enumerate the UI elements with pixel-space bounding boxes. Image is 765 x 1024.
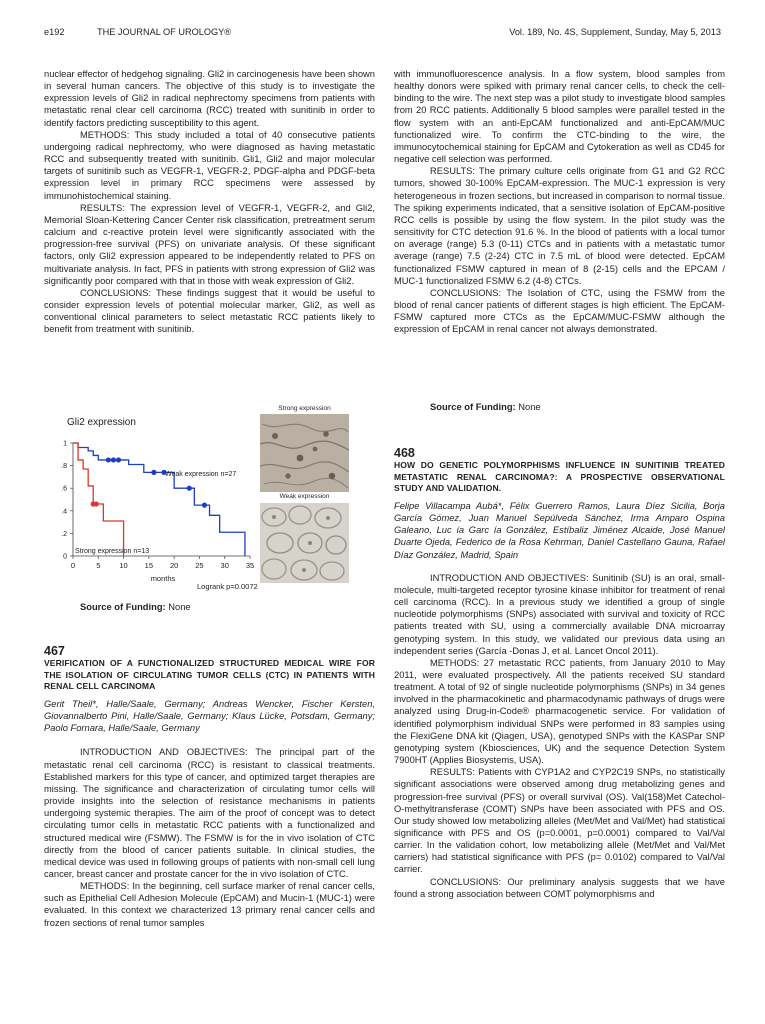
strong-expression-label: Strong expression (278, 405, 331, 412)
y-tick-label: .4 (61, 508, 67, 516)
left-funding (80, 602, 191, 612)
abstract-authors: Gerit Theil*, Halle/Saale, Germany; Andreas Wencker, Fischer Kersten, Giovannalberto Pini, Halle/Saale, Germany; Klaus Lücke, Potsdam, Germany; Paolo Fornara, Halle/Saale, Germany (44, 698, 375, 734)
journal-name: THE JOURNAL OF UROLOGY® (97, 27, 232, 37)
paragraph-continuation: with immunofluorescence analysis. In a flow system, blood samples from healthy donors were spiked with primary renal cancer cells, to check the cell-binding to the wire. The next step was a pilot study to investigate blood samples from 20 RCC patients. Additionally 5 blood samples were parallel tested in the flow system with an anti-EpCAM functionalized and anti-EpCAM/MUC functionalized wire. To confirm the CTC-binding to the wire, the immunocytochemical staining for EpCAM and Cytokeration as well as CD45 for negative cell selection was performed. (394, 69, 725, 165)
weak-censor-mark (106, 457, 111, 462)
x-tick-label: 25 (195, 561, 204, 570)
x-tick-label: 10 (119, 561, 128, 570)
weak-expression-annotation: Weak expression n=27 (165, 471, 237, 478)
paragraph-methods: METHODS: This study included a total of 40 consecutive patients undergoing radical nephrectomy, who were diagnosed as having metastatic RCC and subsequently treated with sunitinib. Gli1, Gli2 and major molecular targets of sunitinib such as VEGFR-1, VEGFR-2, PDGF-alpha and PDGF-beta expression level in primary RCC specimens were assessed by immunohistochemical staining. (44, 129, 375, 201)
abstract-467 (44, 645, 375, 929)
strong-censor-mark (94, 501, 99, 506)
x-tick-label: 15 (144, 561, 154, 570)
paragraph-conclusions: CONCLUSIONS: These findings suggest that it would be useful to consider expression levels of potential molecular marker, Gli2, as well as conventional clinical parameters to select metastatic RCC patients likely to benefit from treatment with sunitinib. (44, 287, 375, 335)
y-tick-label: .2 (61, 530, 67, 538)
km-chart (59, 405, 259, 597)
paragraph-intro: INTRODUCTION AND OBJECTIVES: The principal part of the metastatic renal cell carcinoma (RCC) is resistant to classical treatments. Established markers for this type of cancer, and optimized target therapies are missing. The significance and characterization of circulating tumor cells will provide insights into the selection of resistance mechanisms in patients undergoing systemic therapies. The aim of the proof of concept was to detect circulating tumor cells in metastatic RCC patients with a functionalized and structured medical wire (FSMW). The FSMW is for the in vivo isolation of CTC directly from the blood of cancer patients suitable. In clinical studies, the medical device was used in following groups of patients with non-small cell lung cancer, breast cancer and prostate cancer for the in vivo isolation of CTC. (44, 747, 375, 879)
weak-censor-mark (116, 457, 121, 462)
funding-value: None (518, 402, 541, 412)
funding-value: None (168, 602, 191, 612)
page-number: e192 (44, 27, 65, 37)
issue-info: Vol. 189, No. 4S, Supplement, Sunday, May 5, 2013 (509, 27, 721, 37)
chart-title: Gli2 expression (67, 417, 136, 428)
paragraph-conclusions: CONCLUSIONS: Our preliminary analysis suggests that we have found a strong association between COMT polymorphisms and (394, 876, 725, 899)
weak-censor-mark (202, 503, 207, 508)
paragraph-results: RESULTS: The expression level of VEGFR-1, VEGFR-2, and Gli2, Memorial Sloan-Kettering Cancer Center risk classification, pretreatment serum calcium and c-reactive protein level were significantly associated with the progression-free survival (PFS) on univariate analysis. Of these significant factors, only Gli2 expression appeared to be independently related to PFS on multivariate analysis. In fact, PFS in patients with strong expression of Gli2 was significantly poor compared with that in those with weak expression of Gli2. (44, 202, 375, 286)
abstract-title: HOW DO GENETIC POLYMORPHISMS INFLUENCE IN SUNITINIB TREATED METASTATIC RENAL CARCINOMA?: A PROSPECTIVE OBSERVATIONAL STUDY AND VALIDATION. (394, 460, 725, 494)
y-tick-label: .6 (61, 485, 67, 493)
weak-censor-mark (151, 470, 156, 475)
left-column-top (44, 68, 375, 335)
paragraph-intro: INTRODUCTION AND OBJECTIVES: Sunitinib (SU) is an oral, small-molecule, multi-targeted receptor tyrosine kinase inhibitor for treatment of renal cell carcinoma (RCC). In a previous study we identified a group of single nucleotide polymorphisms (SNPs) associated with survival and toxicity of RCC patients treated with SU, using a commercially available DNA microarray genotyping system. In this study, we validated our previous data using an independent series (García -Donas J, et al. Lancet Oncol 2011). (394, 572, 725, 656)
strong-expression-annotation: Strong expression n=13 (75, 548, 150, 555)
right-funding (430, 402, 541, 412)
weak-censor-mark (111, 457, 116, 462)
abstract-number: 468 (394, 446, 415, 460)
funding-label: Source of Funding: (430, 402, 516, 412)
paragraph-results: RESULTS: The primary culture cells originate from G1 and G2 RCC tumors, showed 30-100% EpCAM-expression. The MUC-1 expression is very heterogeneous in frozen sections, but increased in comparison to normal tissue. The spiking experiments indicated, that a sensitive isolation of EpCAM-positive RCC cells is possible by using the flow system. In the pilot study was the sensitivity for CTC detection 91.6 %. In the blood of patients with a local tumor on average (range) 5.3 (0-11) CTCs and in patients with a metastatic tumor average (range) 7.5 (2-24) CTC in 7.5 mL of blood were detected. EpCAM functionalized FSMW captured in mean of 8 (2-15) cells and the EPCAM / MUC-1 functionalized FSMW 6.2 (4-8) CTCs. (394, 166, 725, 286)
abstract-authors: Felipe Villacampa Aubá*, Félix Guerrero Ramos, Laura Díez Sicilia, Borja García Gómez, Juan Manuel Sepúlveda Sánchez, Irma Amparo Ospina Galeano, Luc ía Garc ía González, Estíbaliz Jiménez Alcaide, José Manuel Duarte Ojeda, Federico de la Rosa Kehrman, Daniel Castellano Gauna, Rafael Díaz González, Madrid, Spain (394, 500, 725, 560)
x-tick-label: 30 (220, 561, 229, 570)
right-column-top (394, 68, 725, 335)
gli2-figure (59, 405, 349, 597)
paragraph-conclusions: CONCLUSIONS: The Isolation of CTC, using the FSMW from the blood of renal cancer patients of different stages is high efficient. The EpCAM-FSMW captured more CTCs as the EpCAM/MUC-FSMW although the expression of EpCAM in renal cancer not always demonstrated. (394, 287, 725, 335)
x-tick-label: 20 (169, 561, 179, 570)
y-tick-label: .8 (61, 463, 67, 471)
paragraph-continuation: nuclear effector of hedgehog signaling. Gli2 in carcinogenesis have been shown in several human cancers. The objective of this study is to investigate the expression levels of Gli2 in radical nephrectomy specimens from patients with metastatic renal clear cell carcinoma (RCC) treated with sunitinib in order to identify factors predicting susceptibility to this agent. (44, 69, 375, 128)
abstract-title: VERIFICATION OF A FUNCTIONALIZED STRUCTURED MEDICAL WIRE FOR THE ISOLATION OF CIRCULATING TUMOR CELLS (CTC) IN PATIENTS WITH RENAL CELL CARCINOMA (44, 658, 375, 692)
paragraph-methods: METHODS: 27 metastatic RCC patients, from January 2010 to May 2011, were evaluated prospectively. All the patients received SU standard treatment. A total of 92 of single nucleotide polymorphisms (SNPs) in 34 genes involved in the pharmacokinetic and pharmacodynamic pathways of drugs were analyzed using Drug-in-Code® pharmacogenetic service. For validation of identified polymorphism individual SNPs were performed in 83 samples using the FlexiGene DNA kit (Qiagen, USA), genotyped SNPs with the KASPar SNP genotyping system (Kbiosciences, UK) and the sequence Detection System 7900HT (Applies Biosystems, USA). (394, 657, 725, 766)
abstract-number: 467 (44, 644, 65, 658)
y-tick-label: 1 (63, 440, 67, 448)
y-tick-label: 0 (63, 553, 67, 561)
x-tick-label: 0 (70, 561, 76, 570)
weak-censor-mark (187, 486, 192, 491)
strong-expression-micrograph (260, 414, 349, 492)
weak-expression-label: Weak expression (279, 493, 330, 500)
logrank-annotation: Logrank p=0.0072 (197, 582, 258, 591)
x-tick-label: 5 (96, 561, 101, 570)
paragraph-methods: METHODS: In the beginning, cell surface marker of renal cancer cells, such as Epithelial Cell Adhesion Molecule (EpCAM) and Mucin-1 (MUC-1) were evaluated. In this context we characterized 13 primary renal cancer cells and frozen sections of renal tumor samples (44, 881, 375, 928)
x-axis-label: months (150, 574, 176, 583)
paragraph-results: RESULTS: Patients with CYP1A2 and CYP2C19 SNPs, no statistically significant associations were observed among drug metabolizing genes and progression-free survival (PFS) or overall survival (OS). Val(158)Met Catechol-O-methyltransferase (COMT) SNPs have been associated with PFS and OS. Our study showed low metabolizing alleles (Met/Met and Val/Met) had statistical significance with PFS and OS (p=0.0001, p=0.0001) compared to Val/Val carrier. In the validation cohort, low metabolizing allele (Met/Met and Val/Met carriers) had statistical significance with PFS (p= 0.0102) compared to Val/Val carrier. (394, 767, 725, 875)
funding-label: Source of Funding: (80, 602, 166, 612)
abstract-468 (394, 447, 725, 900)
x-tick-label: 35 (245, 561, 255, 570)
weak-expression-curve (73, 443, 245, 556)
weak-expression-micrograph (260, 503, 349, 583)
